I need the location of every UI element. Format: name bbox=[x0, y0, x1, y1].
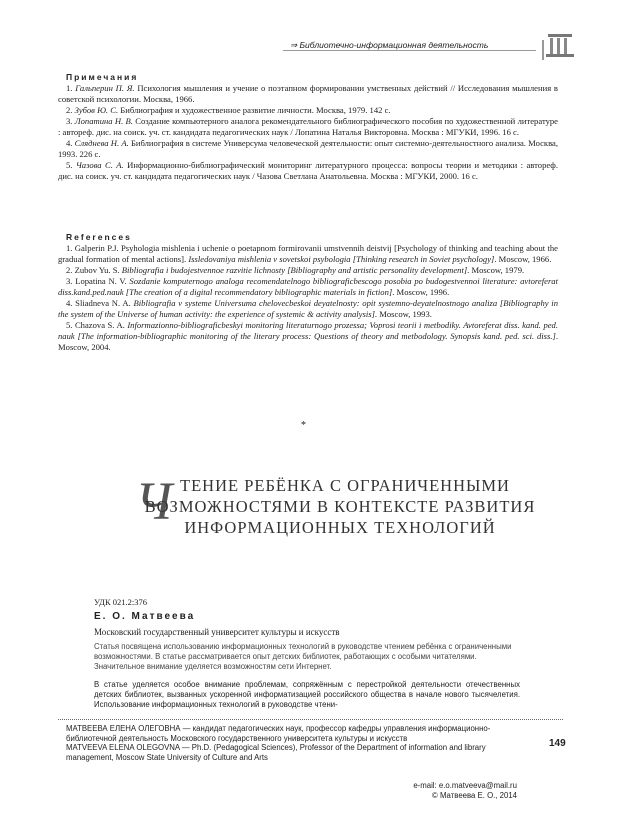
author-footnote bbox=[66, 724, 506, 762]
note-item: 4. Сляднева Н. А. Библиография в системе Универсума человеческой деятельности: опыт системно-деятельностного анализа. Москва, 1993. 226 с. bbox=[58, 138, 558, 159]
journal-logo-icon bbox=[542, 30, 578, 60]
note-item: 2. Зубов Ю. С. Библиография и художественное развитие личности. Москва, 1979. 142 с. bbox=[66, 105, 391, 115]
note-item: 1. Гальперин П. Я. Психология мышления и учение о поэтапном формировании умственных действий // Исследования мышления в советской психологии. Москва, 1966. bbox=[58, 83, 558, 104]
copyright: © Матвеева Е. О., 2014 bbox=[432, 791, 517, 800]
note-item: 3. Лопатина Н. В. Создание компьютерного аналога рекомендательного библиографического пособия по художественной литературе : автореф. дис. на соиск. уч. ст. кандидата педагогических наук / Лопатина Наталья Викторовна. Москва : МГУКИ, 1996. 16 с. bbox=[58, 116, 558, 137]
title-drop-cap: Ч bbox=[135, 471, 173, 531]
reference-item: 1. Galperin P.J. Psyhologia mishlenia i uchenie o poetapnom formirovanii umstvennih deistvij [Psychology of thinking and teaching about the gradual formation of mental actions]. Issledovaniya mishlenia v sovetskoi psybologia [Thinking research in Soviet psychology]. Moscow, 1966. bbox=[58, 243, 558, 264]
reference-item: 5. Chazova S. A. Informazionno-bibliograficbeskyi monitoring literaturnogo prozessa; Voprosi teorii i metbodiky. Avtoreferat diss. kand. ped. nauk [The information-bibliographic monitoring of the literary process: Questions of theory and metbodology. Synopsis kand. ped. sci. diss.]. Moscow, 2004. bbox=[58, 320, 559, 352]
author-name: Е. О. Матвеева bbox=[94, 611, 196, 622]
references-heading: References bbox=[66, 232, 132, 242]
article-title-line: ВОЗМОЖНОСТЯМИ В КОНТЕКСТЕ РАЗВИТИЯ bbox=[144, 497, 536, 516]
abstract: Статья посвящена использованию информационных технологий в руководстве чтением ребёнка с ограниченными возможностями. В статье рассматривается опыт детских библиотек, работающих с особыми читателями. Значительное внимание уделяется возможностям сети Интернет. bbox=[94, 642, 512, 671]
article-title bbox=[140, 475, 540, 538]
reference-item: 2. Zubov Yu. S. Bibliografia i budojestvennoe razvitie lichnosty [Bibliography and artistic personality development]. Moscow, 1979. bbox=[66, 265, 525, 275]
author-email[interactable]: e-mail: e.o.matveeva@mail.ru bbox=[413, 781, 517, 790]
udk-code: УДК 021.2:376 bbox=[94, 597, 147, 607]
body-paragraph: В статье уделяется особое внимание проблемам, сопряжённым с перестройкой деятельности отечественных детских библиотек, вызванных ускоренной информатизацией российского общества в начале нового тысячелетия. Использование информационных технологий в руководстве чтени- bbox=[94, 680, 520, 709]
footnote-divider bbox=[58, 719, 563, 720]
footnote-en: MATVEEVA ELENA OLEGOVNA — Ph.D. (Pedagogical Sciences), Professor of the Department of information and library management, Moscow State University of Culture and Arts bbox=[66, 743, 486, 762]
author-affiliation: Московский государственный университет культуры и искусств bbox=[94, 627, 340, 637]
notes-heading: Примечания bbox=[66, 72, 139, 82]
references-list bbox=[58, 243, 558, 353]
page-number: 149 bbox=[549, 738, 566, 749]
article-title-line: ТЕНИЕ РЕБЁНКА С ОГРАНИЧЕННЫМИ bbox=[180, 476, 510, 495]
reference-item: 3. Lopatina N. V. Sozdanie komputernogo analoga recomendatelnogo bibliograficbescogo posobia po budogestvennoi literature: avtoreferat diss.kand.ped.nauk [The creation of a digital recommendatory bibliographic materials in fiction]. Moscow, 1996. bbox=[58, 276, 558, 297]
note-item: 5. Чазова С. А. Информационно-библиографический мониторинг литературного процесса: вопросы теории и методики : автореф. дис. на соиск. уч. ст. кандидата педагогических наук / Чазова Светлана Анатольевна. Москва : МГУКИ, 2000. 16 с. bbox=[58, 160, 558, 181]
reference-item: 4. Sliadneva N. A. Bibliografia v systeme Universuma chelovecbeskoi deyatelnosty: opit systemno-deyatelnostnogo analiza [Bibliography in the system of the Universe of human activity: the experience of systemic & activity analysis]. Moscow, 1993. bbox=[58, 298, 558, 319]
separator-star: * bbox=[301, 420, 306, 431]
footnote-ru: МАТВЕЕВА ЕЛЕНА ОЛЕГОВНА — кандидат педагогических наук, профессор кафедры управления информационно-библиотечной деятельность Московского государственного университета культуры и искусств bbox=[66, 724, 491, 743]
article-body bbox=[94, 680, 520, 710]
article-title-line: ИНФОРМАЦИОННЫХ ТЕХНОЛОГИЙ bbox=[184, 518, 496, 537]
notes-list bbox=[58, 83, 558, 182]
running-title: ⇒ Библиотечно-информационная деятельность bbox=[290, 40, 489, 50]
